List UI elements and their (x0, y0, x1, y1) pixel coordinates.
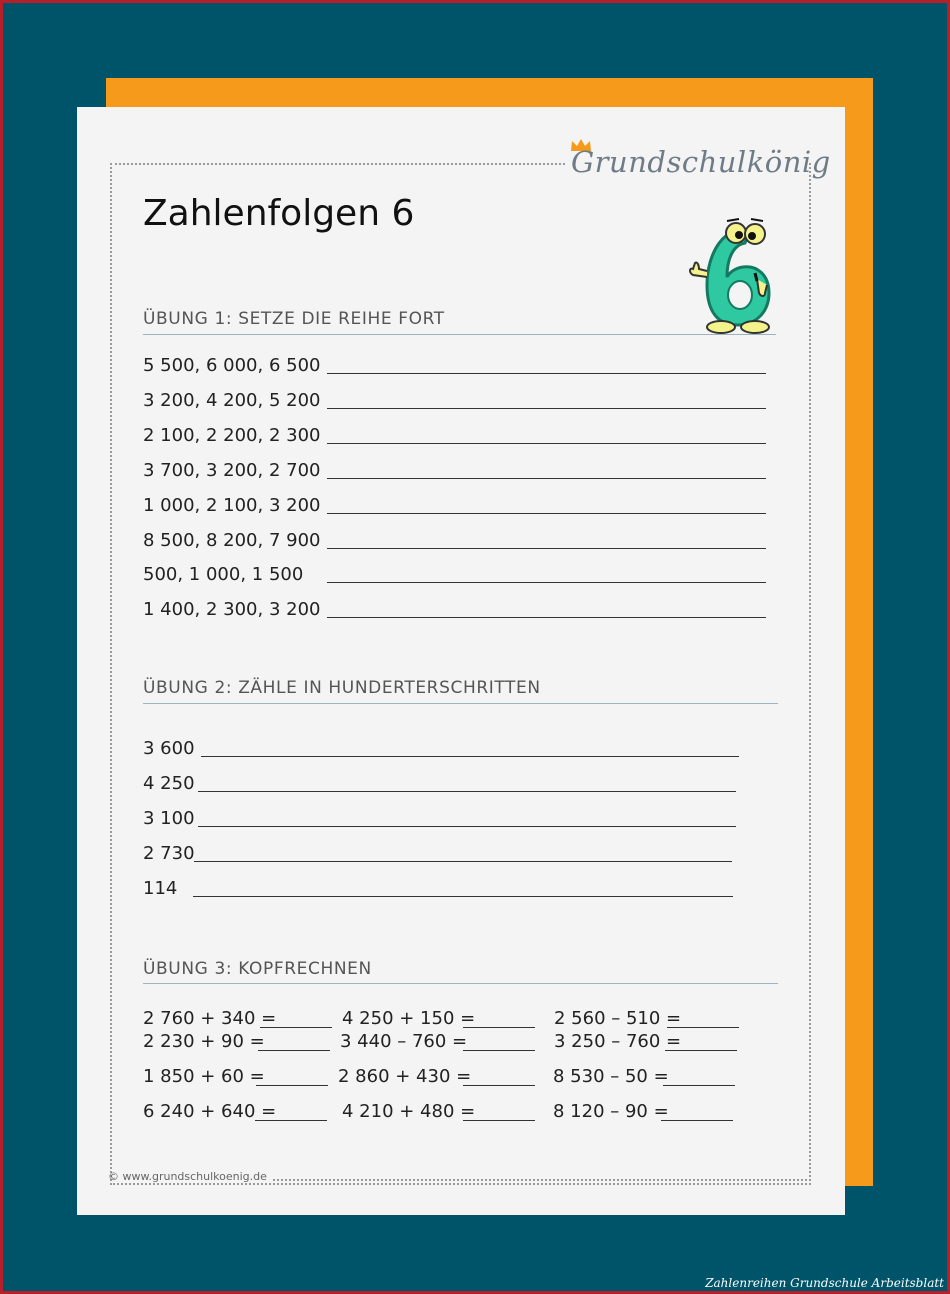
answer-line[interactable] (258, 1050, 330, 1051)
calc-4-1: 6 240 + 640 = (143, 1101, 277, 1122)
answer-line[interactable] (327, 408, 766, 409)
exercise1-row-2: 3 200, 4 200, 5 200 (143, 390, 321, 411)
calc-2-2: 3 440 – 760 = (340, 1031, 468, 1052)
answer-line[interactable] (327, 582, 766, 583)
answer-line[interactable] (198, 826, 736, 827)
answer-line[interactable] (327, 443, 766, 444)
answer-line[interactable] (327, 478, 766, 479)
exercise1-row-3: 2 100, 2 200, 2 300 (143, 425, 321, 446)
answer-line[interactable] (463, 1050, 535, 1051)
answer-line[interactable] (327, 373, 766, 374)
answer-line[interactable] (661, 1120, 733, 1121)
answer-line[interactable] (463, 1120, 535, 1121)
exercise1-rule (143, 334, 776, 335)
exercise1-row-7: 500, 1 000, 1 500 (143, 564, 304, 585)
exercise3-rule (143, 983, 778, 984)
exercise2-rule (143, 703, 778, 704)
exercise1-row-4: 3 700, 3 200, 2 700 (143, 460, 321, 481)
exercise2-row-1: 3 600 (143, 738, 195, 759)
number-six-mascot-icon (685, 213, 777, 335)
image-caption: Zahlenreihen Grundschule Arbeitsblatt (705, 1276, 944, 1290)
calc-1-3: 2 560 – 510 = (554, 1008, 682, 1029)
calc-3-1: 1 850 + 60 = (143, 1066, 265, 1087)
exercise1-heading: ÜBUNG 1: SETZE DIE REIHE FORT (143, 309, 445, 329)
exercise1-row-6: 8 500, 8 200, 7 900 (143, 530, 321, 551)
answer-line[interactable] (193, 896, 733, 897)
exercise3-heading: ÜBUNG 3: KOPFRECHNEN (143, 959, 372, 979)
calc-2-3: 3 250 – 760 = (554, 1031, 682, 1052)
answer-line[interactable] (663, 1085, 735, 1086)
exercise2-row-5: 114 (143, 878, 178, 899)
exercise1-row-1: 5 500, 6 000, 6 500 (143, 355, 321, 376)
exercise1-row-8: 1 400, 2 300, 3 200 (143, 599, 321, 620)
calc-4-2: 4 210 + 480 = (342, 1101, 476, 1122)
answer-line[interactable] (256, 1085, 328, 1086)
calc-3-2: 2 860 + 430 = (338, 1066, 472, 1087)
answer-line[interactable] (327, 548, 766, 549)
page-title: Zahlenfolgen 6 (143, 193, 415, 234)
answer-line[interactable] (260, 1027, 332, 1028)
footer-url: © www.grundschulkoenig.de (108, 1170, 267, 1183)
brand-logo: Grundschulkönig (571, 145, 831, 179)
calc-2-1: 2 230 + 90 = (143, 1031, 265, 1052)
exercise1-row-5: 1 000, 2 100, 3 200 (143, 495, 321, 516)
answer-line[interactable] (327, 513, 766, 514)
footer-dotted-border (273, 1179, 811, 1181)
exercise2-heading: ÜBUNG 2: ZÄHLE IN HUNDERTERSCHRITTEN (143, 678, 541, 698)
exercise2-row-2: 4 250 (143, 773, 195, 794)
calc-1-1: 2 760 + 340 = (143, 1008, 277, 1029)
answer-line[interactable] (327, 617, 766, 618)
answer-line[interactable] (665, 1050, 737, 1051)
calc-1-2: 4 250 + 150 = (342, 1008, 476, 1029)
answer-line[interactable] (194, 861, 732, 862)
exercise2-row-4: 2 730 (143, 843, 195, 864)
answer-line[interactable] (201, 756, 739, 757)
answer-line[interactable] (198, 791, 736, 792)
answer-line[interactable] (255, 1120, 327, 1121)
calc-4-3: 8 120 – 90 = (553, 1101, 669, 1122)
exercise2-row-3: 3 100 (143, 808, 195, 829)
answer-line[interactable] (463, 1027, 535, 1028)
worksheet (77, 107, 845, 1215)
calc-3-3: 8 530 – 50 = (553, 1066, 669, 1087)
answer-line[interactable] (463, 1085, 535, 1086)
answer-line[interactable] (667, 1027, 739, 1028)
